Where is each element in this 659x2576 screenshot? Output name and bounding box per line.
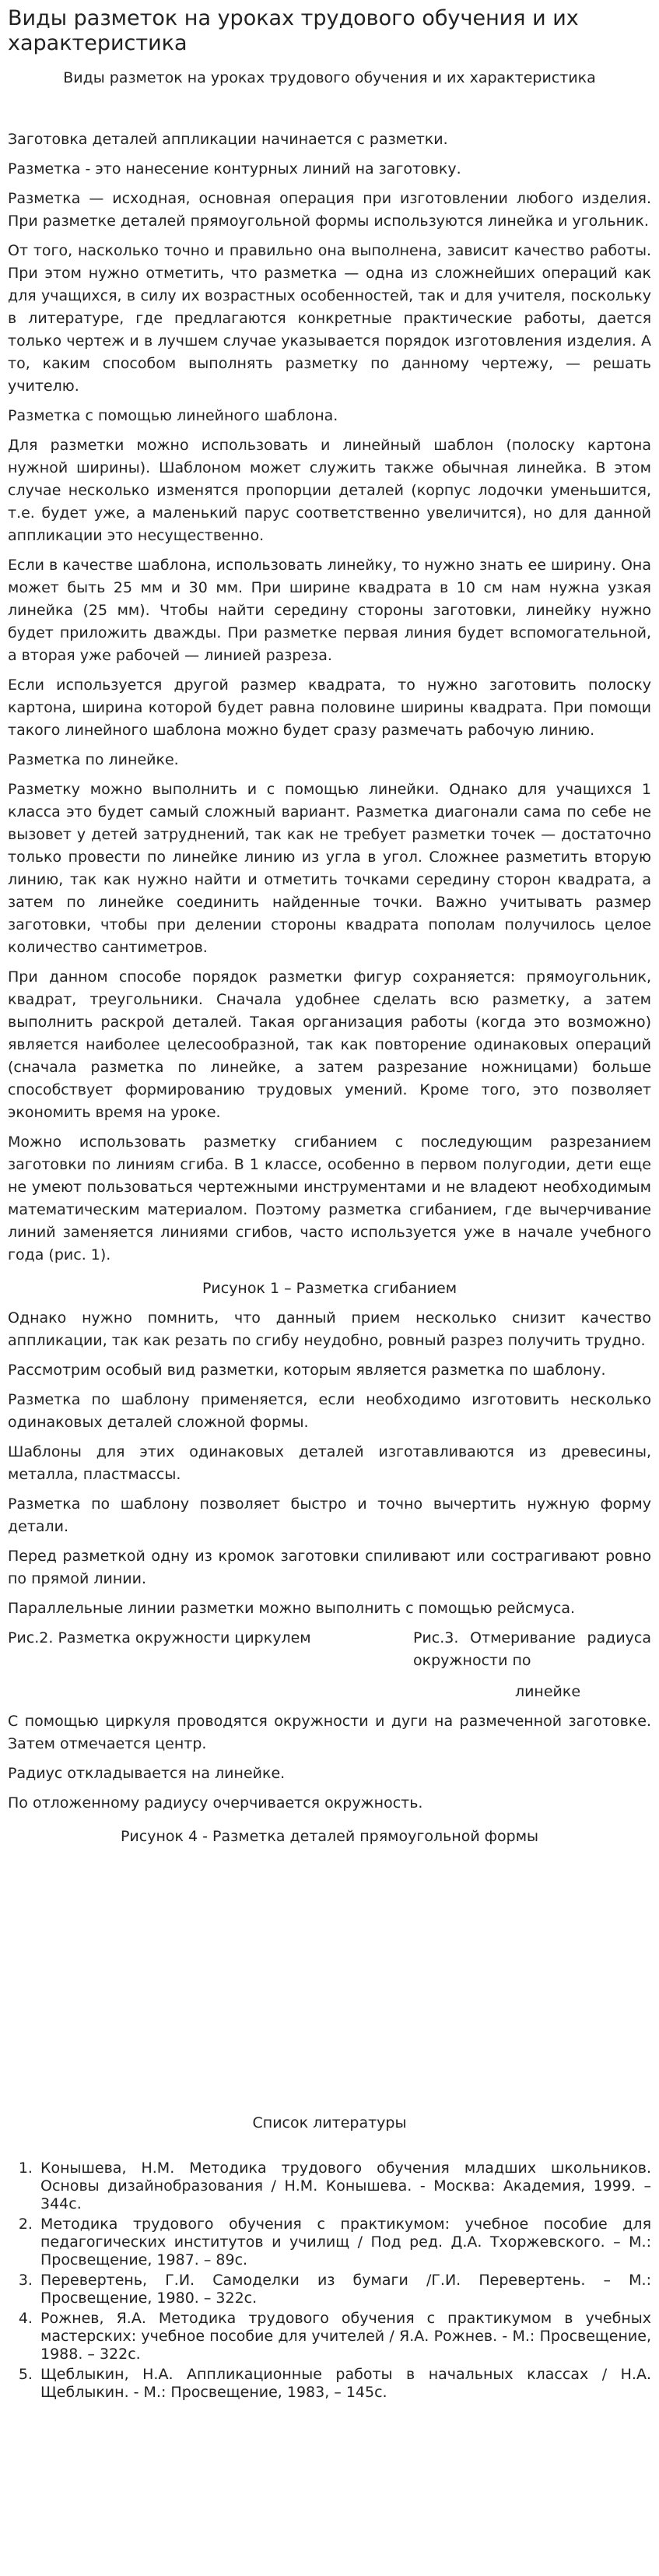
paragraph: Разметка по шаблону применяется, если необходимо изготовить несколько одинаковых деталей сложной формы. [8, 1391, 651, 1431]
paragraph: При данном способе порядок разметки фигур сохраняется: прямоугольник, квадрат, треугольники. Сначала удобнее сделать всю разметку, а затем выполнить раскрой деталей. Такая организация работы (когда это возможно) является наиболее целесообразной, так как повторение одинаковых операций (сначала разметка по линейке, а затем разрезание ножницами) больше способствует формированию трудовых умений. Кроме того, это позволяет экономить время на уроке. [8, 968, 651, 1121]
figure-3-caption-line2: линейке [514, 1683, 581, 1700]
figure-2-3-captions [8, 1627, 651, 1703]
literature-item: 5. Щеблыкин, Н.А. Аппликационные работы в начальных классах / Н.А. Щеблыкин. - М.: Просвещение, 1983, – 145с. [37, 2366, 651, 2402]
paragraph: Рассмотрим особый вид разметки, которым является разметка по шаблону. [8, 1362, 606, 1379]
paragraph: Если используется другой размер квадрата, то нужно заготовить полоску картона, ширина которой будет равна половине ширины квадрата. При помощи такого линейного шаблона можно будет сразу размечать рабочую линию. [8, 677, 651, 739]
paragraph: Разметку можно выполнить и с помощью линейки. Однако для учащихся 1 класса это будет самый сложный вариант. Разметка диагонали сама по себе не вызовет у детей затруднений, так как не требует разметки точек — достаточно только провести по линейке линию из угла в угол. Сложнее разметить вторую линию, так как нужно найти и отметить точками середину сторон квадрата, а затем по линейке соединить найденные точки. Важно учитывать размер заготовки, чтобы при делении стороны квадрата пополам получилось целое количество сантиметров. [8, 781, 651, 956]
section-heading-template: Разметка с помощью линейного шаблона. [8, 407, 338, 424]
figure-3-caption [413, 1627, 651, 1703]
paragraph: Перед разметкой одну из кромок заготовки спиливают или сострагивают ровно по прямой линии. [8, 1548, 651, 1587]
literature-item: 4. Рожнев, Я.А. Методика трудового обучения с практикумом в учебных мастерских: учебное пособие для учителей / Я.А. Рожнев. - М.: Просвещение, 1988. – 322с. [37, 2310, 651, 2363]
paragraph: Однако нужно помнить, что данный прием несколько снизит качество аппликации, так как резать по сгибу неудобно, ровный разрез получить трудно. [8, 1309, 651, 1349]
paragraph: Разметка — исходная, основная операция при изготовлении любого изделия. При разметке деталей прямоугольной формы используются линейка и угольник. [8, 190, 651, 230]
paragraph: Если в качестве шаблона, использовать линейку, то нужно знать ее ширину. Она может быть 25 мм и 30 мм. При ширине квадрата в 10 см нам нужна узкая линейка (25 мм). Чтобы найти середину стороны заготовки, линейку нужно будет приложить дважды. При разметке первая линия будет вспомогательной, а вторая уже рабочей — линией разреза. [8, 557, 651, 664]
figure-4-caption: Рисунок 4 - Разметка деталей прямоугольной формы [120, 1828, 539, 1845]
paragraph: С помощью циркуля проводятся окружности и дуги на размеченной заготовке. Затем отмечается центр. [8, 1713, 651, 1752]
paragraph: По отложенному радиусу очерчивается окружность. [8, 1794, 423, 1812]
paragraph: Заготовка деталей аппликации начинается с разметки. [8, 131, 448, 148]
paragraph: Радиус откладывается на линейке. [8, 1765, 286, 1782]
section-heading-ruler: Разметка по линейке. [8, 751, 179, 768]
figure-3-caption-line1: Рис.3. Отмеривание радиуса окружности по [413, 1629, 651, 1669]
document-body [8, 128, 651, 2402]
figure-2-caption: Рис.2. Разметка окружности циркулем [8, 1629, 311, 1646]
paragraph: Разметка - это нанесение контурных линий на заготовку. [8, 160, 461, 177]
literature-list [8, 2160, 651, 2402]
document-subtitle: Виды разметок на уроках трудового обучения и их характеристика [63, 69, 596, 86]
paragraph: От того, насколько точно и правильно она выполнена, зависит качество работы. При этом нужно отметить, что разметка — одна из сложнейших операций как для учащихся, в силу их возрастных особенностей, так и для учителя, поскольку в литературе, где предлагаются конкретные практические работы, дается только чертеж и в лучшем случае указывается порядок изготовления изделия. А то, каким способом выполнять разметку по данному чертежу, — решать учителю. [8, 242, 651, 395]
literature-item: 1. Конышева, Н.М. Методика трудового обучения младших школьников. Основы дизайнобразования / Н.М. Конышева. - Москва: Академия, 1999. – 344с. [37, 2160, 651, 2213]
paragraph: Можно использовать разметку сгибанием с последующим разрезанием заготовки по линиям сгиба. В 1 классе, особенно в первом полугодии, дети еще не умеют пользоваться чертежными инструментами и не владеют необходимым математическим материалом. Поэтому разметка сгибанием, где вычерчивание линий заменяется линиями сгибов, часто используется уже в начале учебного года (рис. 1). [8, 1133, 651, 1263]
literature-title: Список литературы [252, 2114, 407, 2131]
literature-item: 2. Методика трудового обучения с практикумом: учебное пособие для педагогических институтов и училищ / Под ред. Д.А. Тхоржевского. – М.: Просвещение, 1987. – 89с. [37, 2216, 651, 2269]
paragraph: Для разметки можно использовать и линейный шаблон (полоску картона нужной ширины). Шаблоном может служить также обычная линейка. В этом случае несколько изменятся пропорции деталей (корпус лодочки уменьшится, т.е. будет уже, а маленький парус соответственно увеличится), но для данной аппликации это несущественно. [8, 437, 651, 544]
paragraph: Разметка по шаблону позволяет быстро и точно вычертить нужную форму детали. [8, 1495, 651, 1535]
figure-1-caption: Рисунок 1 – Разметка сгибанием [202, 1280, 457, 1297]
document-page [0, 6, 659, 2576]
literature-item: 3. Перевертень, Г.И. Самоделки из бумаги /Г.И. Перевертень. – М.: Просвещение, 1980. – 322с. [37, 2272, 651, 2307]
document-title: Виды разметок на уроках трудового обучения и их характеристика [8, 6, 579, 55]
paragraph: Шаблоны для этих одинаковых деталей изготавливаются из древесины, металла, пластмассы. [8, 1443, 651, 1483]
figure-4-placeholder [8, 1855, 651, 2112]
paragraph: Параллельные линии разметки можно выполнить с помощью рейсмуса. [8, 1600, 576, 1617]
